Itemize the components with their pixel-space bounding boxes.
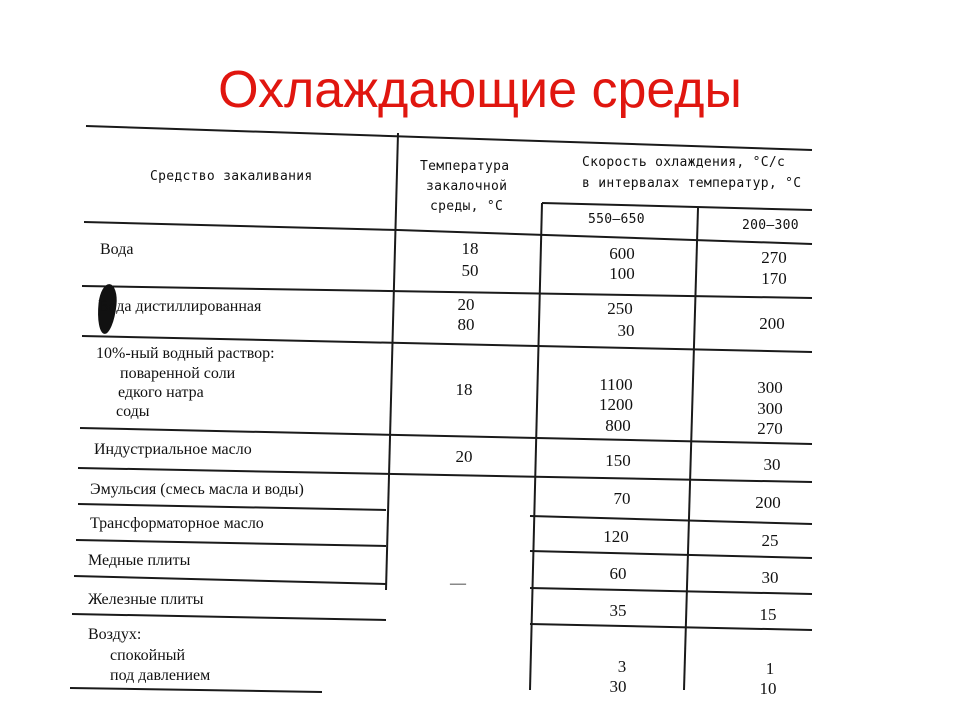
rate1-value: 60 (609, 564, 627, 583)
header-range-200-300: 200—300 (742, 218, 799, 233)
rate1-value: 250 (607, 299, 633, 318)
rate1-value: 800 (605, 416, 631, 435)
row-label: Вода (100, 241, 134, 258)
rate1-value: 1200 (599, 395, 633, 414)
header-temp-line1: Температура (420, 159, 510, 174)
rate1-value: 35 (609, 601, 627, 620)
header-temp-line3: среды, °С (430, 199, 504, 214)
rate2-value: 300 (757, 399, 783, 418)
rate2-value: 170 (761, 269, 787, 288)
temp-merged-dash: — (450, 575, 466, 592)
rate2-value: 10 (759, 679, 777, 698)
rate2-value: 270 (757, 419, 783, 438)
temp-value: 18 (461, 239, 479, 258)
rate1-value: 3 (617, 657, 627, 676)
row-label: Медные плиты (88, 552, 191, 569)
row-sublabel: под давлением (110, 667, 211, 684)
rate2-value: 30 (761, 568, 779, 587)
row-label: Железные плиты (88, 591, 204, 608)
rate1-value: 70 (613, 489, 631, 508)
row-sublabel: соды (116, 403, 150, 420)
row-label: Воздух: (88, 626, 142, 643)
row-sublabel: спокойный (110, 647, 186, 664)
rate2-value: 15 (759, 605, 777, 624)
row-label: Вода дистиллированная (98, 298, 262, 315)
rate1-value: 600 (609, 244, 635, 263)
rate1-value: 30 (617, 321, 635, 340)
header-medium: Средство закаливания (150, 169, 313, 184)
row-sublabel: поваренной соли (120, 365, 236, 382)
temp-value: 18 (455, 380, 473, 399)
rate2-value: 25 (761, 531, 779, 550)
header-range-550-650: 550—650 (588, 212, 645, 227)
temp-value: 50 (461, 261, 479, 280)
rate1-value: 1100 (599, 375, 633, 394)
header-temp-line2: закалочной (426, 179, 508, 194)
rate2-value: 200 (755, 493, 781, 512)
temp-value: 20 (457, 295, 475, 314)
header-rate-line2: в интервалах температур, °С (582, 176, 802, 191)
rate2-value: 270 (761, 248, 787, 267)
rate1-value: 100 (609, 264, 635, 283)
temp-value: 20 (455, 447, 473, 466)
rate2-value: 1 (765, 659, 775, 678)
row-sublabel: едкого натра (118, 384, 204, 401)
row-label: Эмульсия (смесь масла и воды) (90, 481, 304, 498)
header-rate-line1: Скорость охлаждения, °С/с (582, 155, 786, 170)
row-label: Индустриальное масло (94, 441, 252, 458)
rate1-value: 30 (609, 677, 627, 696)
rate1-value: 150 (605, 451, 631, 470)
rate2-value: 200 (759, 314, 785, 333)
row-label: Трансформаторное масло (90, 515, 264, 532)
rate2-value: 30 (763, 455, 781, 474)
row-label: 10%-ный водный раствор: (96, 345, 275, 362)
temp-value: 80 (457, 315, 475, 334)
page-title: Охлаждающие среды (218, 61, 742, 119)
rate2-value: 300 (757, 378, 783, 397)
rate1-value: 120 (603, 527, 629, 546)
